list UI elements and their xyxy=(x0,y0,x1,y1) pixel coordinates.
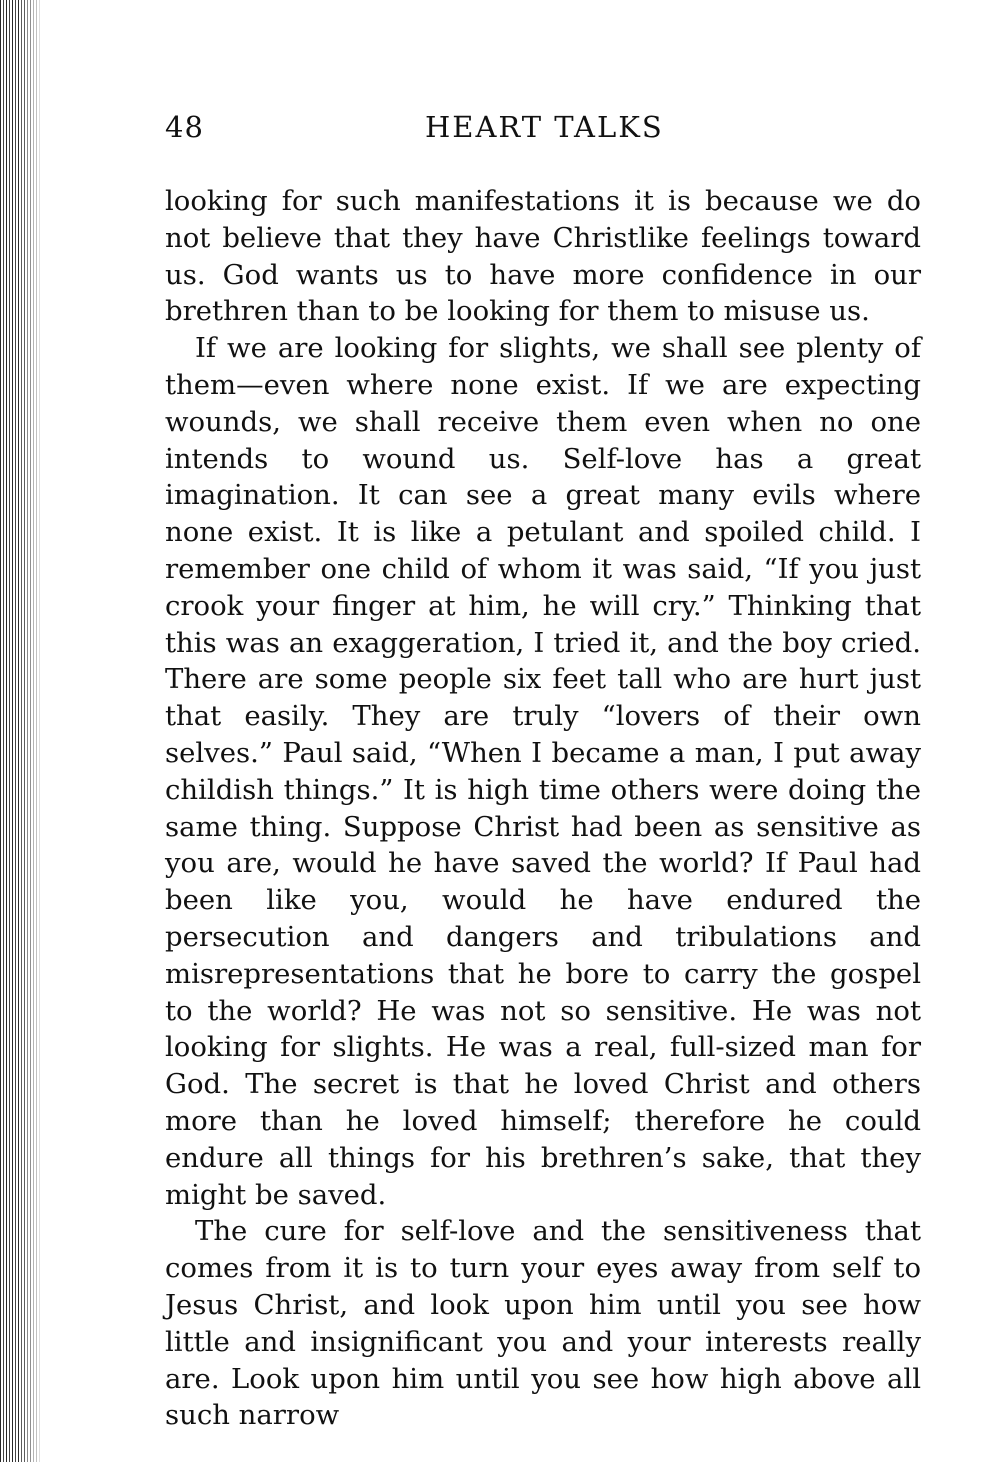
body-text xyxy=(165,183,921,1434)
binding-shadow xyxy=(18,0,44,1462)
page-number: 48 xyxy=(165,110,204,144)
running-head xyxy=(165,110,925,150)
paragraph: The cure for self-love and the sensitiveness that comes from it is to turn your eyes away from self to Jesus Christ, and look upon him until you see how little and insignificant you and your interests really are. Look upon him until you see how high above all such narrow xyxy=(165,1215,921,1432)
paragraph-continued: looking for such manifestations it is because we do not believe that they have Christlike feelings toward us. God wants us to have more confidence in our brethren than to be looking for them to misuse us. xyxy=(165,185,921,328)
paragraph: If we are looking for slights, we shall see plenty of them—even where none exist. If we are expecting wounds, we shall receive them even when no one intends to wound us. Self-love has a great imagination. It can see a great many evils where none exist. It is like a petulant and spoiled child. I remember one child of whom it was said, “If you just crook your finger at him, he will cry.” Thinking that this was an exaggeration, I tried it, and the boy cried. There are some people six feet tall who are hurt just that easily. They are truly “lovers of their own selves.” Paul said, “When I became a man, I put away childish things.” It is high time others were doing the same thing. Suppose Christ had been as sensitive as you are, would he have saved the world? If Paul had been like you, would he have endured the persecution and dangers and tribulations and misrepresentations that he bore to carry the gospel to the world? He was not so sensitive. He was not looking for slights. He was a real, full-sized man for God. The secret is that he loved Christ and others more than he loved himself; therefore he could endure all things for his brethren’s sake, that they might be saved. xyxy=(165,332,921,1211)
running-title: HEART TALKS xyxy=(425,110,664,144)
